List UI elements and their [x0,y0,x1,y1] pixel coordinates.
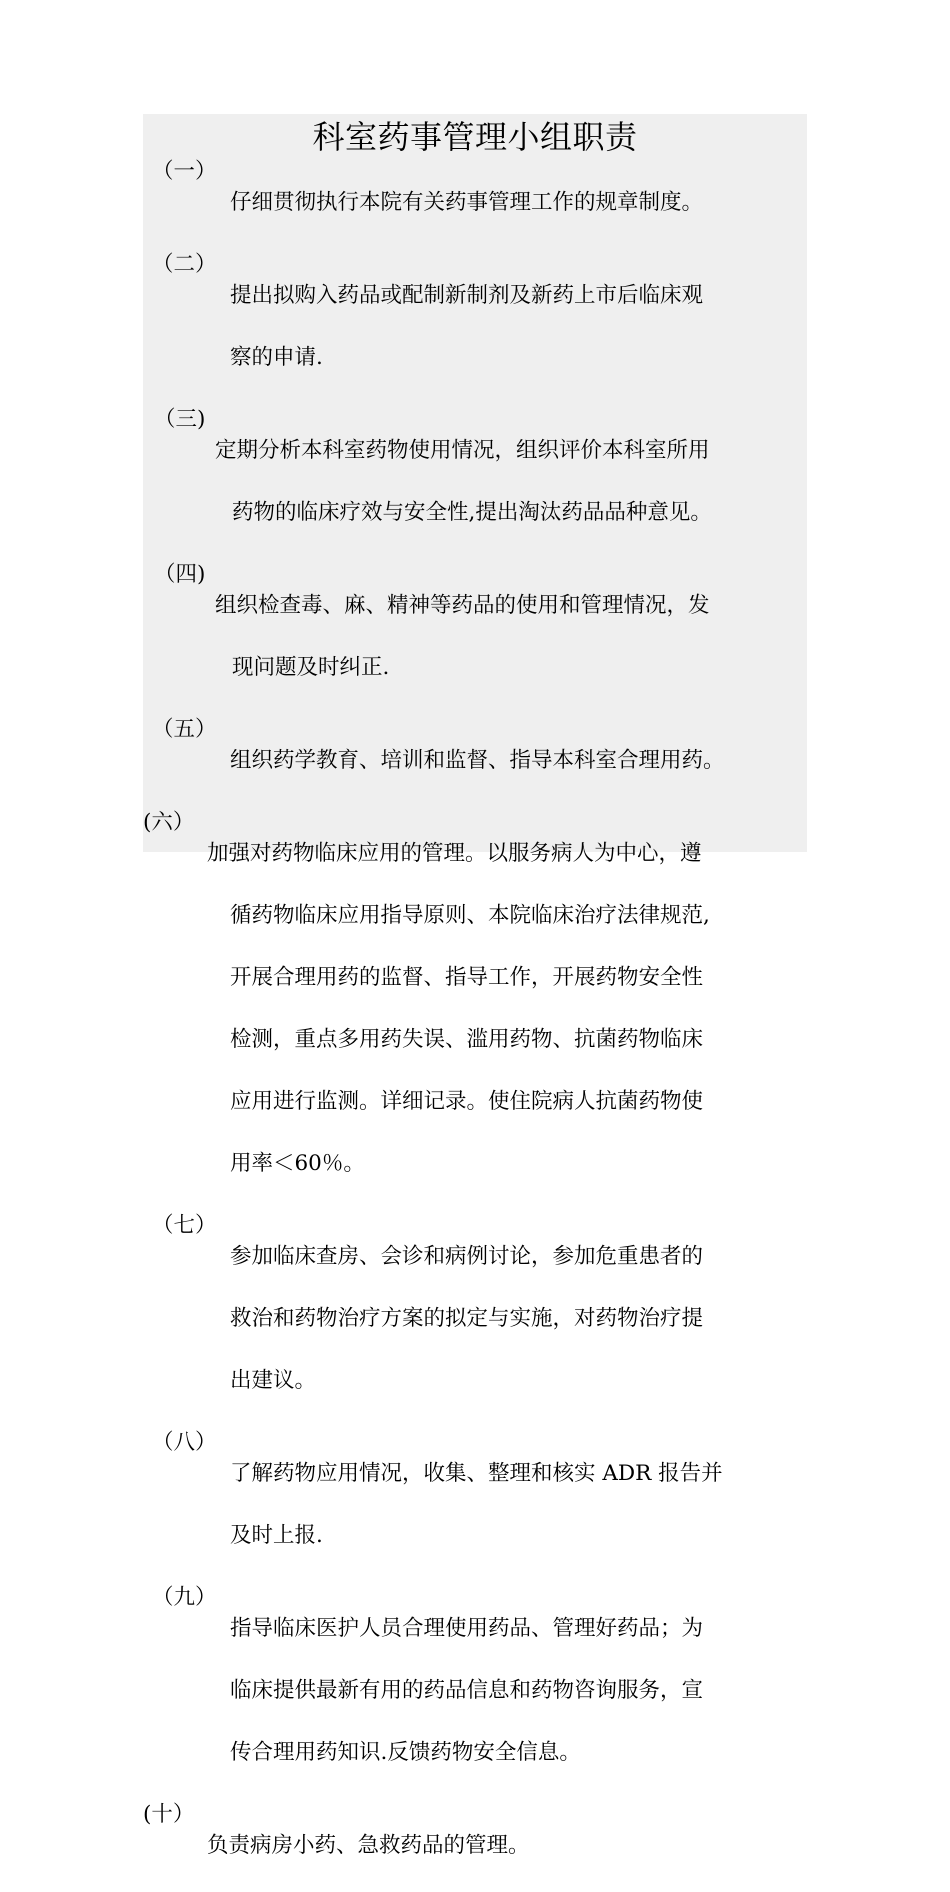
duty-line: 负责病房小药、急救药品的管理。 [207,1833,530,1858]
duty-line: 循药物临床应用指导原则、本院临床治疗法律规范, [230,903,710,928]
duty-item-2 [143,249,807,404]
duty-line: 指导临床医护人员合理使用药品、管理好药品；为 [230,1616,704,1641]
duty-text [230,156,807,249]
duty-item-8 [143,1427,807,1582]
duty-number: （一） [152,159,217,184]
duty-text [230,1427,807,1582]
document-block [143,114,807,1858]
duty-line: 现问题及时纠正. [232,655,390,680]
duty-number: （三) [154,407,206,432]
duty-line: 仔细贯彻执行本院有关药事管理工作的规章制度。 [230,190,704,215]
duty-line: 开展合理用药的监督、指导工作，开展药物安全性 [230,965,704,990]
duty-text [230,1210,807,1427]
duty-line: 定期分析本科室药物使用情况，组织评价本科室所用 [215,438,710,463]
duty-text [207,1799,807,1892]
duty-line: 用率＜60％。 [230,1151,365,1176]
duty-text [230,249,807,404]
duty-list [143,156,807,1892]
duty-line: 临床提供最新有用的药品信息和药物咨询服务，宣 [230,1678,704,1703]
duty-number: （九） [152,1585,217,1610]
duty-line: 药物的临床疗效与安全性,提出淘汰药品品种意见。 [232,500,712,525]
duty-line: 检测，重点多用药失误、滥用药物、抗菌药物临床 [230,1027,704,1052]
duty-item-4 [143,559,807,714]
duty-line: 出建议。 [230,1368,317,1393]
duty-line: 救治和药物治疗方案的拟定与实施，对药物治疗提 [230,1306,704,1331]
duty-item-7 [143,1210,807,1427]
duty-number: (六） [143,810,195,835]
duty-number: （四) [154,562,206,587]
duty-line: 传合理用药知识.反馈药物安全信息。 [230,1740,581,1765]
duty-item-6 [143,807,807,1210]
duty-text [230,714,807,807]
duty-item-1 [143,156,807,249]
duty-number: （七） [152,1213,217,1238]
duty-number: （二） [152,252,217,277]
duty-text [215,404,807,559]
document-title: 科室药事管理小组职责 [312,118,638,156]
duty-line: 了解药物应用情况，收集、整理和核实 ADR 报告并 [230,1461,723,1486]
duty-number: (十） [143,1802,195,1827]
duty-line: 参加临床查房、会诊和病例讨论，参加危重患者的 [230,1244,704,1269]
duty-line: 加强对药物临床应用的管理。以服务病人为中心，遵 [207,841,702,866]
duty-item-9 [143,1582,807,1799]
duty-text [215,559,807,714]
duty-line: 察的申请. [230,345,323,370]
duty-text [207,807,807,1210]
duty-line: 提出拟购入药品或配制新制剂及新药上市后临床观 [230,283,704,308]
duty-item-10 [143,1799,807,1892]
duty-item-3 [143,404,807,559]
duty-line: 组织药学教育、培训和监督、指导本科室合理用药。 [230,748,725,773]
duty-line: 组织检查毒、麻、精神等药品的使用和管理情况，发 [215,593,710,618]
duty-text [230,1582,807,1799]
duty-item-5 [143,714,807,807]
duty-number: （八） [152,1430,217,1455]
duty-line: 及时上报. [230,1523,323,1548]
duty-number: （五） [152,717,217,742]
duty-line: 应用进行监测。详细记录。使住院病人抗菌药物使 [230,1089,704,1114]
